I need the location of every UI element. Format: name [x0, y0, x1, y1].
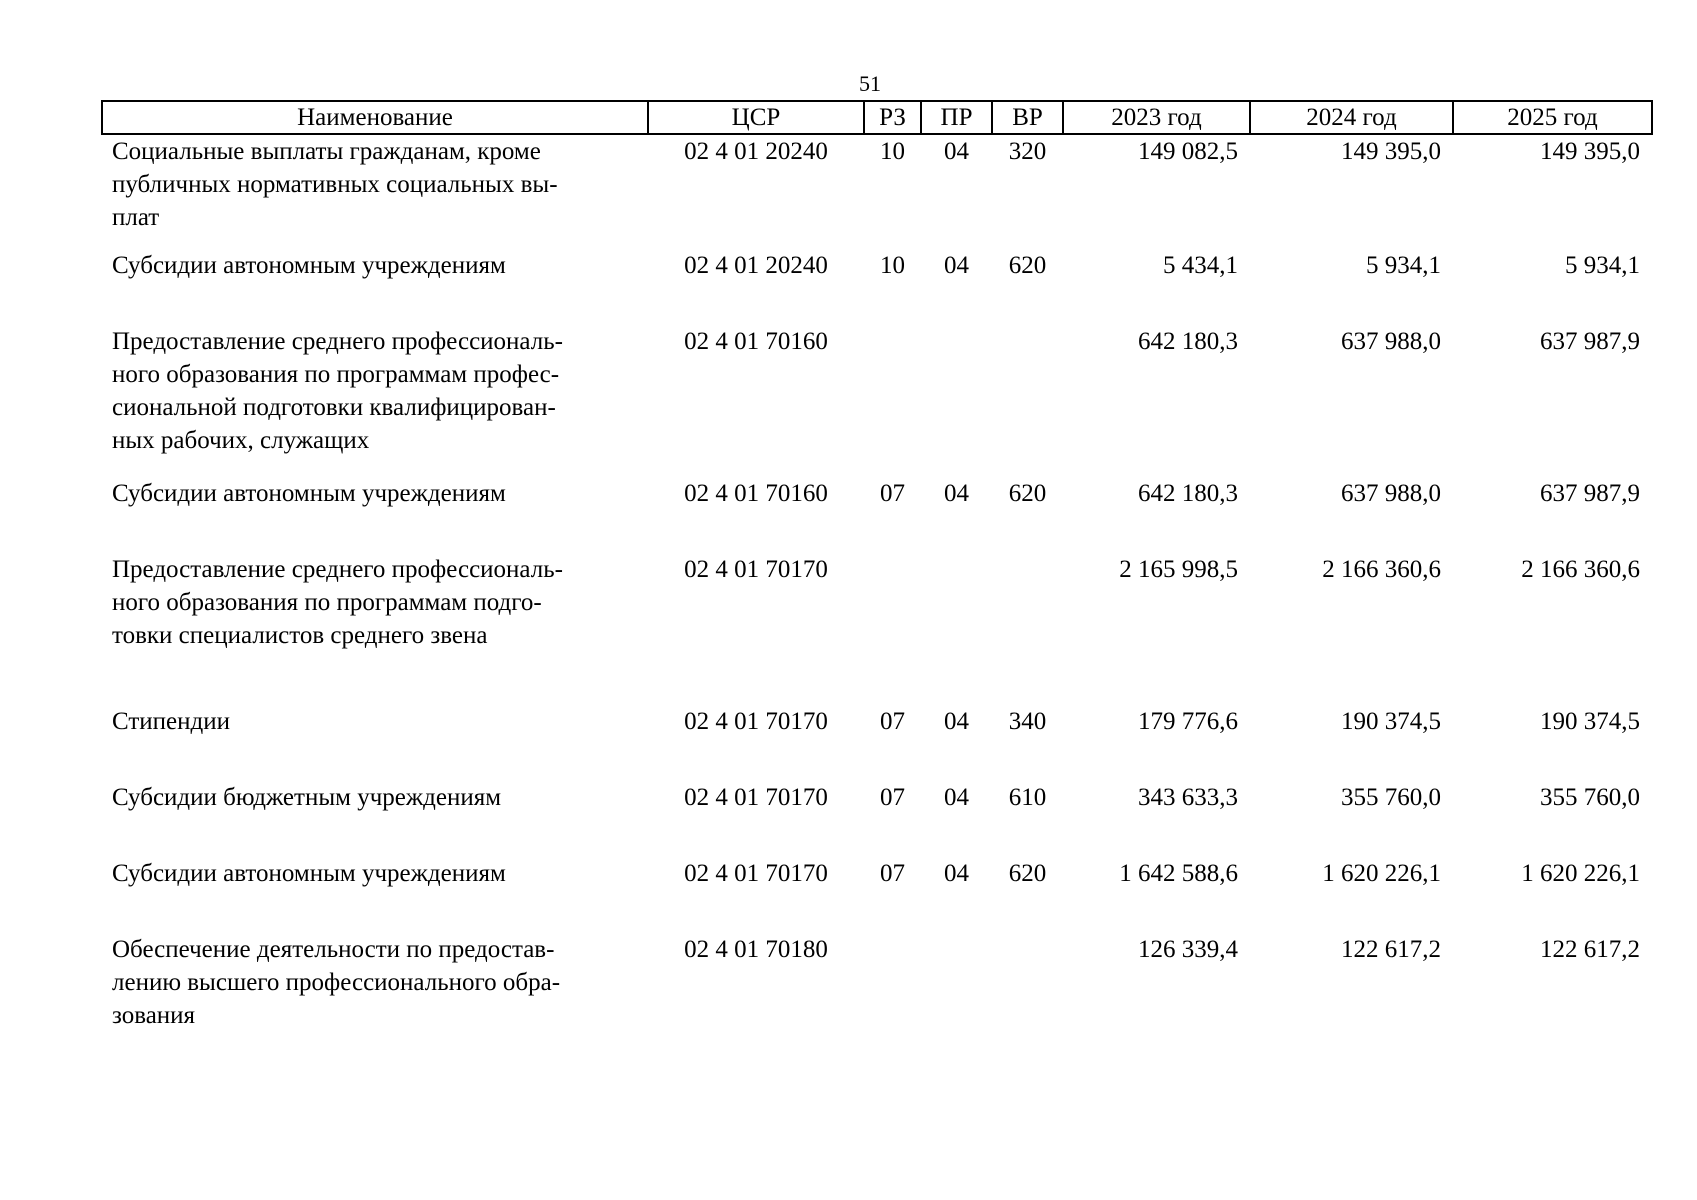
- row-2025: 637 987,9: [1540, 480, 1640, 507]
- row-2025: 1 620 226,1: [1521, 860, 1640, 887]
- row-csr: 02 4 01 20240: [684, 138, 828, 165]
- header-rz: РЗ: [864, 101, 921, 134]
- row-2023: 126 339,4: [1138, 936, 1238, 963]
- row-name-line: Обеспечение деятельности по предостав-: [112, 936, 555, 963]
- table-row: [102, 249, 1652, 325]
- row-name-line: ного образования по программам подго-: [112, 589, 542, 616]
- row-pr: [921, 553, 992, 705]
- row-name: [102, 249, 648, 325]
- row-csr: 02 4 01 70180: [684, 936, 828, 963]
- row-vr: 620: [1008, 252, 1047, 279]
- row-name: [102, 705, 648, 781]
- row-vr: [992, 933, 1063, 1047]
- row-name: [102, 134, 648, 249]
- row-2024: 190 374,5: [1341, 708, 1441, 735]
- row-pr: 04: [944, 138, 969, 165]
- row-name-line: ного образования по программам профес-: [112, 361, 560, 388]
- row-rz: 10: [880, 138, 905, 165]
- row-name-line: Стипендии: [112, 708, 230, 735]
- row-name-line: плат: [112, 204, 160, 231]
- row-name-line: лению высшего профессионального обра-: [112, 969, 561, 996]
- row-name-line: Субсидии автономным учреждениям: [112, 480, 506, 507]
- row-csr: 02 4 01 70170: [684, 860, 828, 887]
- row-rz: [864, 553, 921, 705]
- row-vr: 620: [1008, 860, 1047, 887]
- row-pr: 04: [944, 784, 969, 811]
- header-2023: 2023 год: [1063, 101, 1250, 134]
- row-name-line: Социальные выплаты гражданам, кроме: [112, 138, 541, 165]
- row-name: [102, 325, 648, 477]
- row-name-line: Предоставление среднего профессиональ-: [112, 556, 563, 583]
- row-csr: 02 4 01 70160: [684, 328, 828, 355]
- table-row: [102, 477, 1652, 553]
- row-csr: 02 4 01 70170: [684, 708, 828, 735]
- row-vr: 320: [1008, 138, 1047, 165]
- row-2024: 2 166 360,6: [1322, 556, 1441, 583]
- row-pr: [921, 933, 992, 1047]
- row-name-line: публичных нормативных социальных вы-: [112, 171, 558, 198]
- row-2025: 637 987,9: [1540, 328, 1640, 355]
- table-row: [102, 857, 1652, 933]
- row-csr: 02 4 01 70170: [684, 556, 828, 583]
- row-2023: 2 165 998,5: [1119, 556, 1238, 583]
- row-name-line: Предоставление среднего профессиональ-: [112, 328, 563, 355]
- table-body: [102, 134, 1652, 1047]
- row-rz: 07: [880, 708, 905, 735]
- row-2025: 149 395,0: [1540, 138, 1640, 165]
- row-pr: 04: [944, 708, 969, 735]
- row-vr: [992, 553, 1063, 705]
- table-row: [102, 933, 1652, 1047]
- header-row: [102, 101, 1652, 134]
- row-csr: 02 4 01 70170: [684, 784, 828, 811]
- row-rz: [864, 933, 921, 1047]
- row-2024: 122 617,2: [1341, 936, 1441, 963]
- row-name: [102, 857, 648, 933]
- row-2023: 642 180,3: [1138, 328, 1238, 355]
- row-name-line: зования: [112, 1002, 196, 1029]
- row-rz: 07: [880, 860, 905, 887]
- row-name-line: Субсидии автономным учреждениям: [112, 252, 506, 279]
- row-name-line: Субсидии автономным учреждениям: [112, 860, 506, 887]
- row-pr: 04: [944, 860, 969, 887]
- row-name-line: товки специалистов среднего звена: [112, 622, 488, 649]
- row-pr: 04: [944, 252, 969, 279]
- row-2023: 642 180,3: [1138, 480, 1238, 507]
- table-row: [102, 325, 1652, 477]
- row-pr: [921, 325, 992, 477]
- row-2024: 637 988,0: [1341, 328, 1441, 355]
- header-name: Наименование: [102, 101, 648, 134]
- row-pr: 04: [944, 480, 969, 507]
- row-2024: 5 934,1: [1366, 252, 1441, 279]
- row-2025: 190 374,5: [1540, 708, 1640, 735]
- row-name: [102, 477, 648, 553]
- header-2024: 2024 год: [1250, 101, 1453, 134]
- row-csr: 02 4 01 70160: [684, 480, 828, 507]
- row-2023: 149 082,5: [1138, 138, 1238, 165]
- table-row: [102, 705, 1652, 781]
- row-2024: 1 620 226,1: [1322, 860, 1441, 887]
- row-2024: 637 988,0: [1341, 480, 1441, 507]
- table-row: [102, 781, 1652, 857]
- header-csr: ЦСР: [648, 101, 864, 134]
- page-number: 51: [859, 71, 881, 96]
- header-2025: 2025 год: [1453, 101, 1652, 134]
- row-2024: 355 760,0: [1341, 784, 1441, 811]
- row-2025: 122 617,2: [1540, 936, 1640, 963]
- row-rz: 10: [880, 252, 905, 279]
- row-vr: 610: [1008, 784, 1047, 811]
- row-name: [102, 553, 648, 705]
- row-2025: 5 934,1: [1565, 252, 1640, 279]
- row-csr: 02 4 01 20240: [684, 252, 828, 279]
- row-2023: 343 633,3: [1138, 784, 1238, 811]
- row-name: [102, 781, 648, 857]
- row-name-line: ных рабочих, служащих: [112, 427, 370, 454]
- table-row: [102, 553, 1652, 705]
- row-name-line: сиональной подготовки квалифицирован-: [112, 394, 556, 421]
- row-vr: [992, 325, 1063, 477]
- row-rz: 07: [880, 480, 905, 507]
- row-vr: 340: [1008, 708, 1047, 735]
- table-row: [102, 134, 1652, 249]
- row-2023: 179 776,6: [1138, 708, 1238, 735]
- table-header: [102, 101, 1652, 134]
- header-pr: ПР: [921, 101, 992, 134]
- row-name: [102, 933, 648, 1047]
- row-name-line: Субсидии бюджетным учреждениям: [112, 784, 502, 811]
- row-2023: 5 434,1: [1163, 252, 1238, 279]
- row-2025: 355 760,0: [1540, 784, 1640, 811]
- row-rz: [864, 325, 921, 477]
- row-2023: 1 642 588,6: [1119, 860, 1238, 887]
- row-2025: 2 166 360,6: [1521, 556, 1640, 583]
- row-vr: 620: [1008, 480, 1047, 507]
- budget-table: [101, 100, 1653, 1047]
- row-2024: 149 395,0: [1341, 138, 1441, 165]
- row-rz: 07: [880, 784, 905, 811]
- header-vr: ВР: [992, 101, 1063, 134]
